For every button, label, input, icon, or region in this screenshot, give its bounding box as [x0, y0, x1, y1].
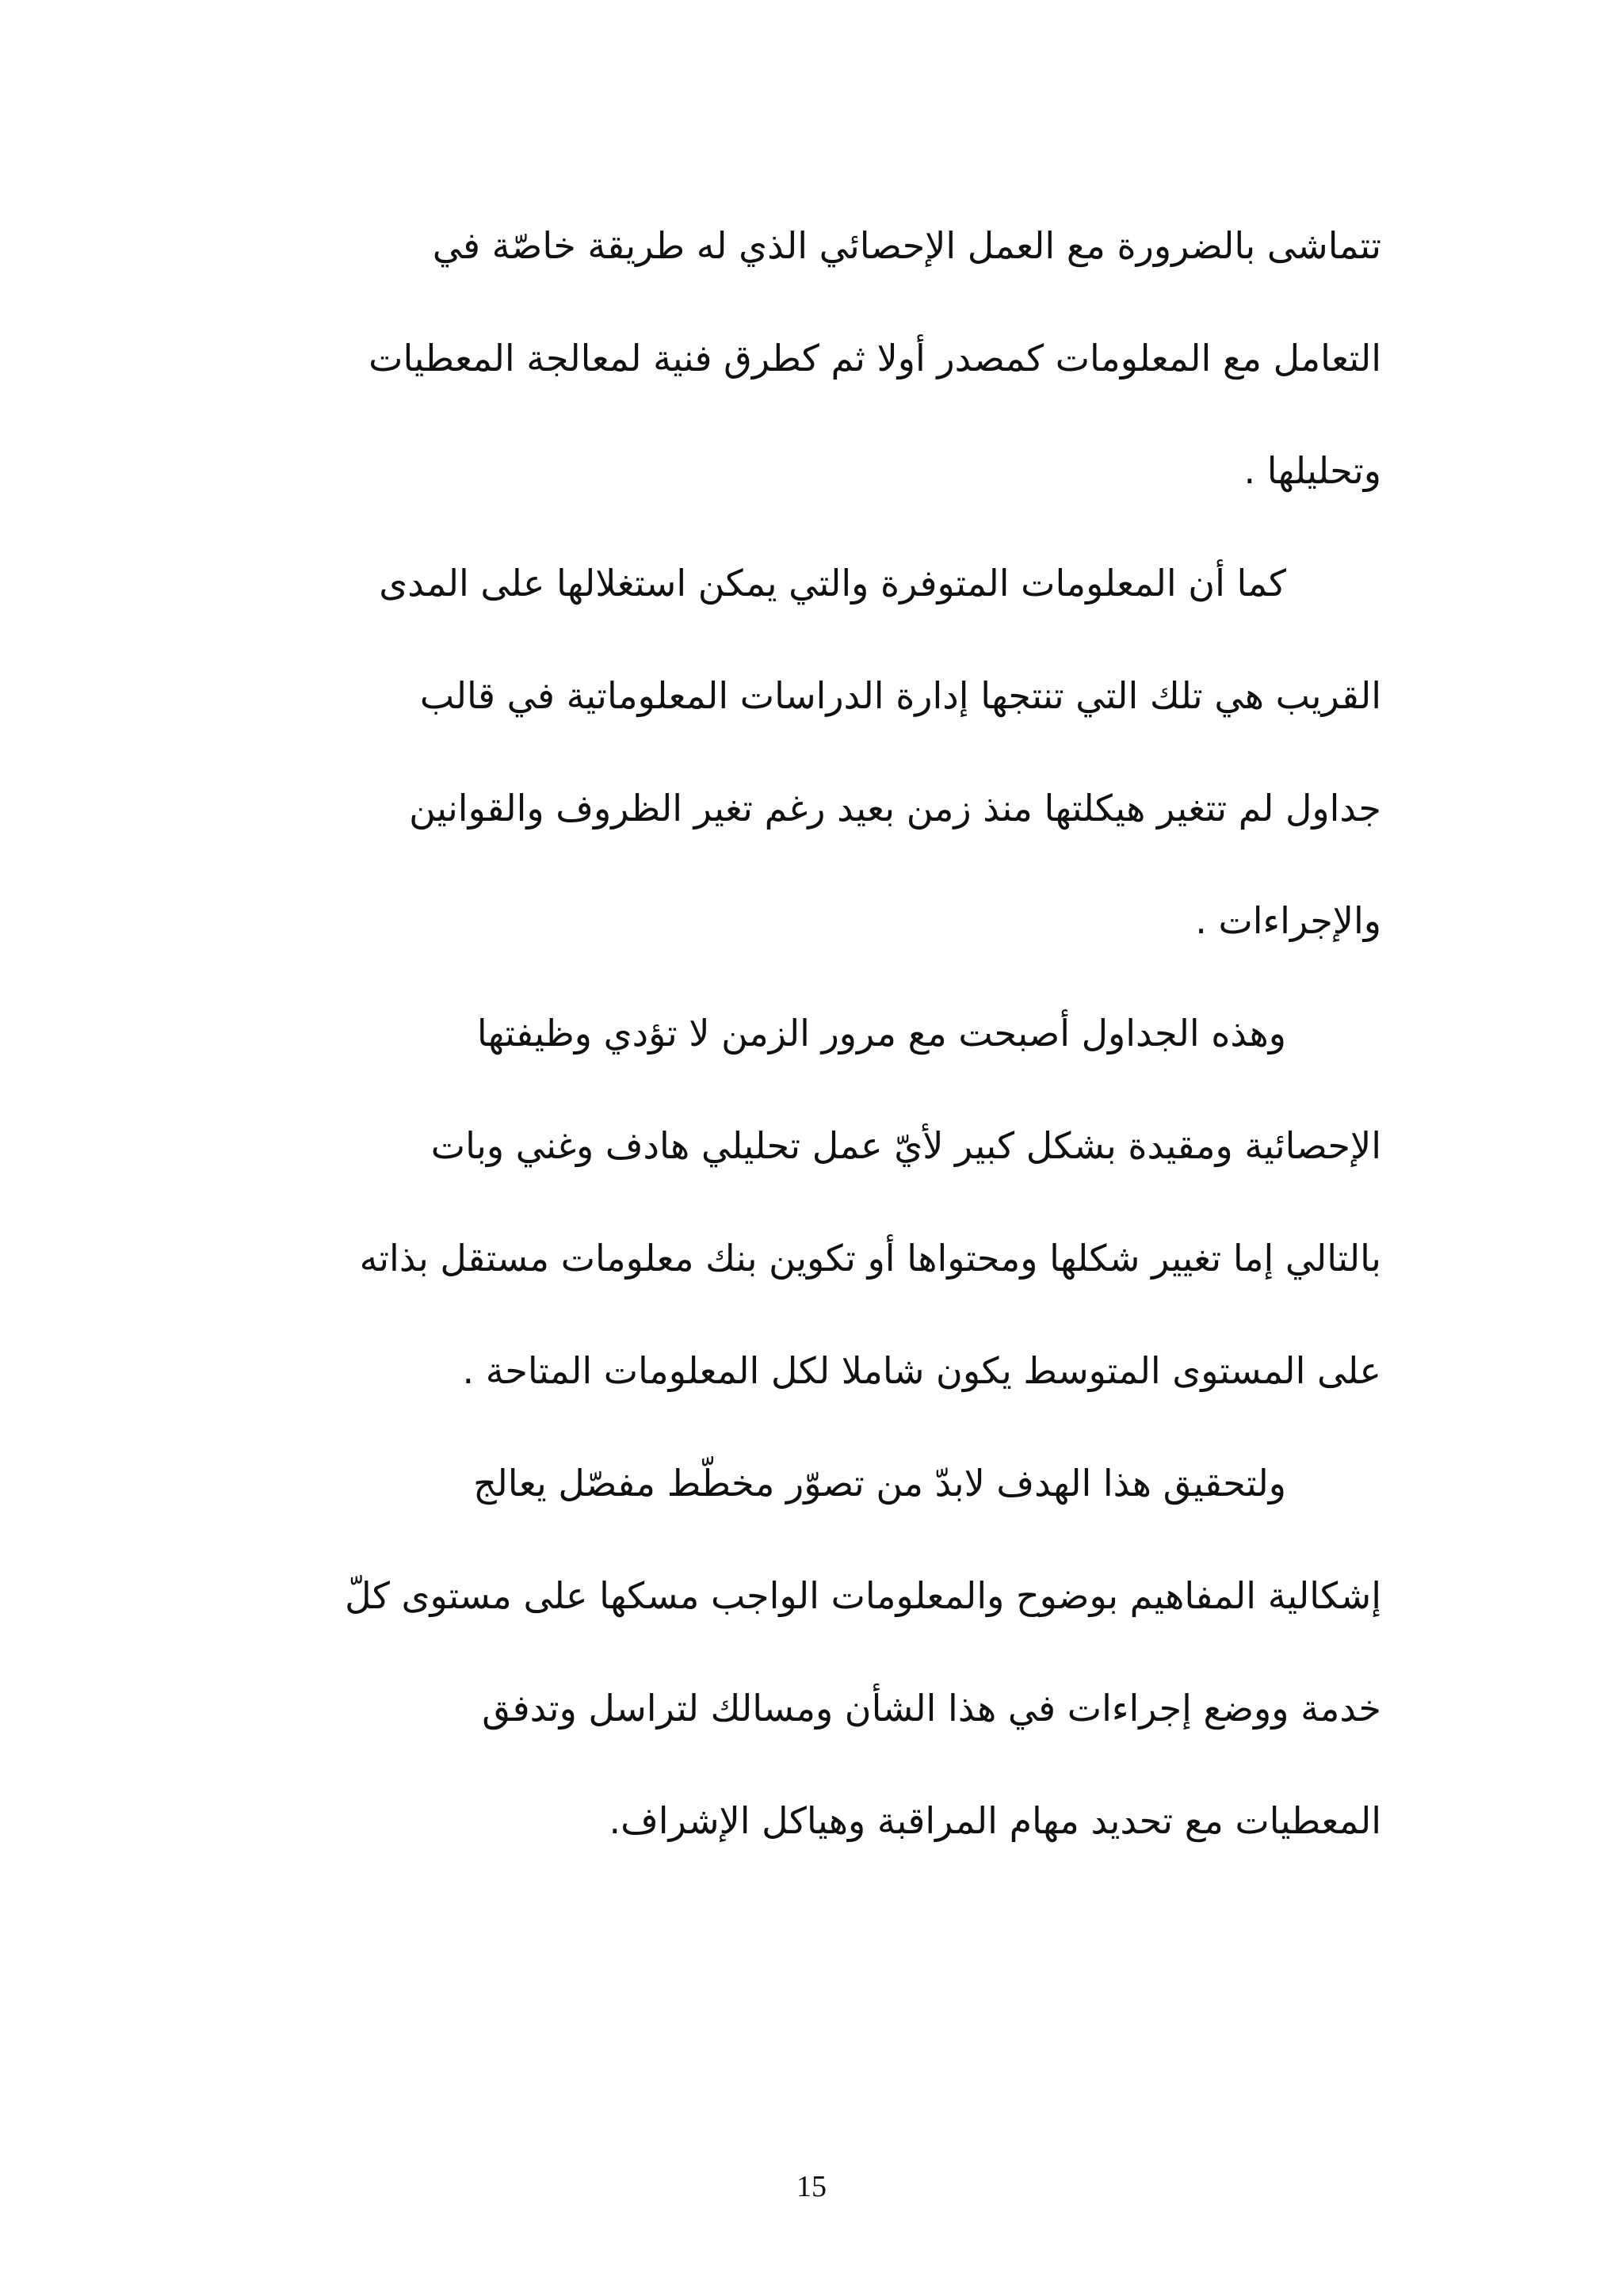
text-line: وتحليلها . [1243, 449, 1381, 492]
page-number: 15 [796, 2170, 827, 2203]
text-line: الإحصائية ومقيدة بشكل كبير لأيّ عمل تحليلي هادف وغني وبات [430, 1124, 1381, 1167]
text-line: إشكالية المفاهيم بوضوح والمعلومات الواجب مسكها على مستوى كلّ [345, 1574, 1381, 1617]
text-line: التعامل مع المعلومات كمصدر أولا ثم كطرق فنية لمعالجة المعطيات [369, 337, 1381, 379]
text-line: ولتحقيق هذا الهدف لابدّ من تصوّر مخطّط مفصّل يعالج [473, 1462, 1286, 1505]
text-line: وهذه الجداول أصبحت مع مرور الزمن لا تؤدي وظيفتها [476, 1012, 1286, 1055]
text-line: بالتالي إما تغيير شكلها ومحتواها أو تكوين بنك معلومات مستقل بذاته [359, 1237, 1381, 1280]
text-line: على المستوى المتوسط يكون شاملا لكل المعلومات المتاحة . [462, 1349, 1381, 1392]
text-line: والإجراءات . [1195, 899, 1381, 942]
text-line: تتماشى بالضرورة مع العمل الإحصائي الذي له طريقة خاصّة في [432, 224, 1381, 267]
text-line: المعطيات مع تحديد مهام المراقبة وهياكل الإشراف. [609, 1799, 1381, 1842]
text-line: خدمة ووضع إجراءات في هذا الشأن ومسالك لتراسل وتدفق [482, 1687, 1381, 1730]
text-line: كما أن المعلومات المتوفرة والتي يمكن استغلالها على المدى [379, 562, 1286, 605]
text-line: جداول لم تتغير هيكلتها منذ زمن بعيد رغم تغير الظروف والقوانين [409, 787, 1381, 830]
text-line: القريب هي تلك التي تنتجها إدارة الدراسات المعلوماتية في قالب [419, 674, 1381, 717]
